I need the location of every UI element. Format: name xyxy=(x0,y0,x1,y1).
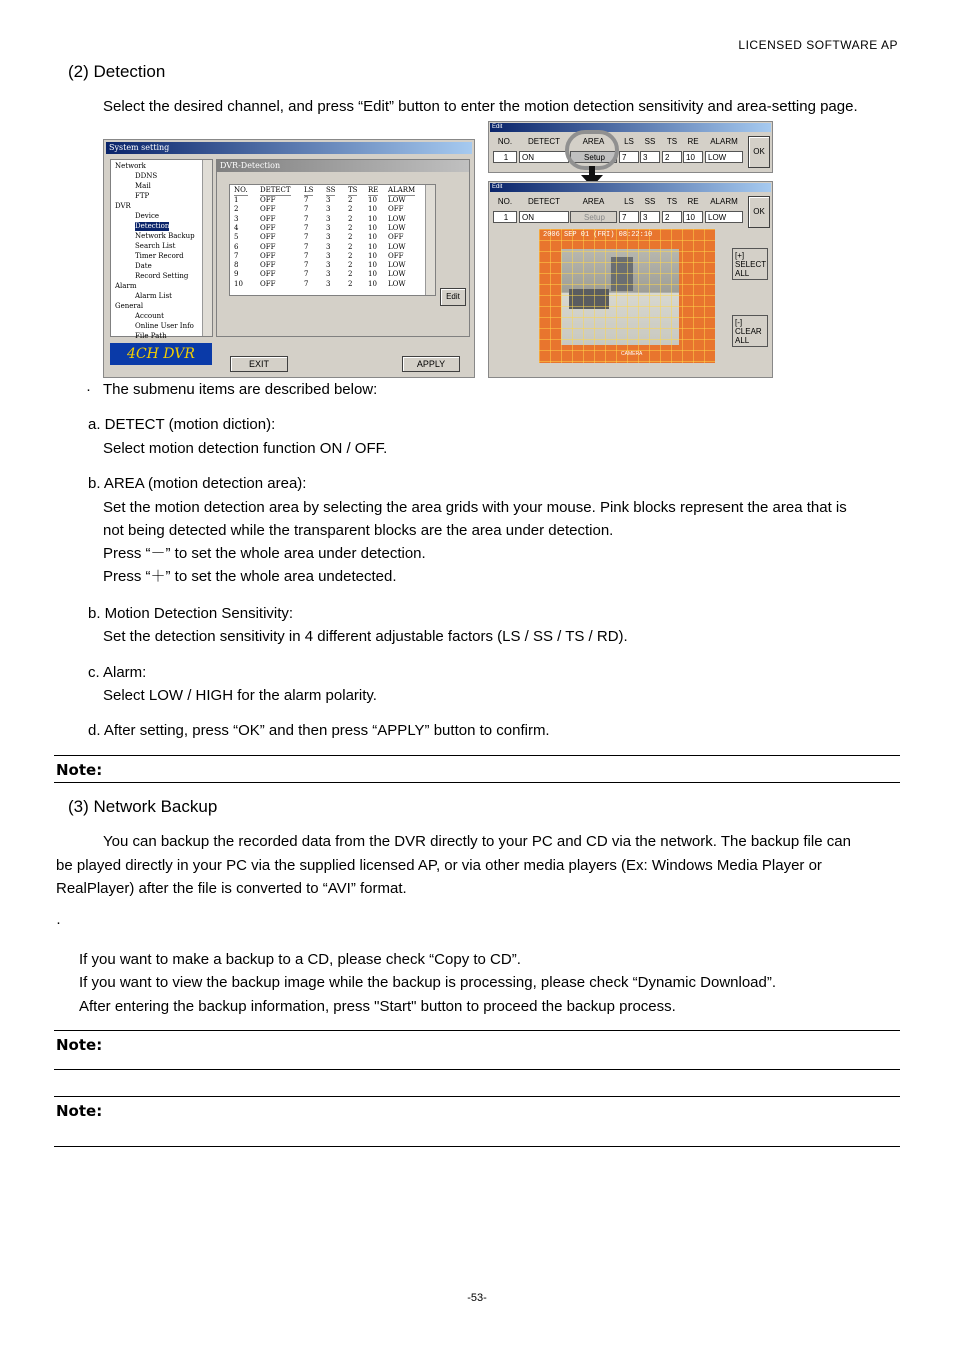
edit-top-header-ss: SS xyxy=(644,137,656,146)
table-cell[interactable]: 2 xyxy=(348,233,353,242)
video-osd-timestamp: 2006 SEP 01 (FRI) 08:22:10 xyxy=(543,231,653,239)
table-cell[interactable]: 2 xyxy=(348,214,353,223)
table-cell[interactable]: 10 xyxy=(368,196,377,204)
edit-bottom-header-no: NO. xyxy=(497,197,513,206)
table-cell[interactable]: 7 xyxy=(304,242,309,251)
note2-rule-top xyxy=(54,1030,900,1031)
table-cell[interactable]: 2 xyxy=(348,270,353,279)
edit-top-field-no[interactable]: 1 xyxy=(493,151,517,163)
edit-bottom-field-ts[interactable]: 2 xyxy=(662,211,682,223)
table-header-cell: ALARM xyxy=(388,186,416,194)
table-cell[interactable]: OFF xyxy=(260,196,276,204)
backup-para-line-3: RealPlayer) after the file is converted to “AVI” format. xyxy=(56,880,407,897)
table-cell[interactable]: 6 xyxy=(234,242,239,251)
table-cell[interactable]: 3 xyxy=(326,261,331,270)
note-rule-bottom xyxy=(54,782,900,783)
table-cell[interactable]: 4 xyxy=(234,223,239,232)
tree-item[interactable]: File Path xyxy=(135,332,167,340)
table-cell[interactable]: 2 xyxy=(348,251,353,260)
ok-button[interactable]: OK xyxy=(748,136,770,168)
tree-item[interactable]: Alarm List xyxy=(135,292,172,300)
settings-tree xyxy=(110,159,213,340)
item-alarm-line: Select LOW / HIGH for the alarm polarity. xyxy=(103,687,377,704)
tree-item[interactable]: DVR xyxy=(115,202,131,210)
item-alarm-title: c. Alarm: xyxy=(88,664,147,681)
backup-line-3: After entering the backup information, press "Start" button to proceed the backup process. xyxy=(79,998,676,1015)
edit-bottom-header-detect: DETECT xyxy=(528,197,560,206)
table-cell[interactable]: 7 xyxy=(304,270,309,279)
edit-titlebar: Edit xyxy=(490,123,771,132)
table-cell[interactable]: 3 xyxy=(326,196,331,204)
edit-top-header-re: RE xyxy=(687,137,699,146)
item-b-line-4: Press “＋” to set the whole area undetected. xyxy=(103,568,397,585)
table-cell[interactable]: 10 xyxy=(368,205,377,214)
edit-top-header-no: NO. xyxy=(497,137,513,146)
tree-item[interactable]: Alarm xyxy=(115,282,137,290)
tree-scrollbar[interactable] xyxy=(202,160,212,336)
table-cell[interactable]: 3 xyxy=(326,223,331,232)
table-cell[interactable]: OFF xyxy=(260,279,276,288)
table-cell[interactable]: 7 xyxy=(304,251,309,260)
note-label-backup-2: Note: xyxy=(56,1102,103,1120)
edit-bottom-header-ss: SS xyxy=(644,197,656,206)
edit-top-field-re[interactable]: 10 xyxy=(683,151,703,163)
detection-table xyxy=(229,184,436,296)
table-cell[interactable]: 5 xyxy=(234,233,239,242)
table-cell[interactable]: OFF xyxy=(388,205,404,214)
table-cell[interactable]: 7 xyxy=(304,214,309,223)
edit-top-header-alarm: ALARM xyxy=(710,137,738,146)
table-cell[interactable]: 3 xyxy=(326,279,331,288)
dvr-logo: 4CH DVR xyxy=(110,343,212,365)
backup-para-line-2: be played directly in your PC via the supplied licensed AP, or via other media players (Ex: Windows Media Player or xyxy=(56,857,822,874)
table-cell[interactable]: 10 xyxy=(368,233,377,242)
edit-area-titlebar: Edit xyxy=(490,183,771,192)
table-cell[interactable]: 10 xyxy=(368,251,377,260)
table-cell[interactable]: 3 xyxy=(326,251,331,260)
note3-rule-top xyxy=(54,1096,900,1097)
edit-bottom-header-area: AREA xyxy=(582,197,605,206)
item-a-line: Select motion detection function ON / OFF. xyxy=(103,440,388,457)
tree-item[interactable]: FTP xyxy=(135,192,150,200)
edit-top-field-area[interactable]: Setup xyxy=(570,151,617,163)
edit-top-header-ls: LS xyxy=(624,137,634,146)
table-cell[interactable]: 10 xyxy=(368,279,377,288)
tree-item[interactable]: DDNS xyxy=(135,172,158,180)
table-cell[interactable]: 7 xyxy=(304,279,309,288)
table-header-cell: DETECT xyxy=(260,186,291,194)
table-cell[interactable]: OFF xyxy=(260,261,276,270)
edit-bottom-field-re[interactable]: 10 xyxy=(683,211,703,223)
table-cell[interactable]: 2 xyxy=(348,279,353,288)
section-heading-network-backup: (3) Network Backup xyxy=(68,797,218,816)
tree-item[interactable]: Detection xyxy=(135,222,170,230)
system-setting-window xyxy=(103,139,475,378)
edit-bottom-field-ss[interactable]: 3 xyxy=(640,211,660,223)
note2-rule-bottom xyxy=(54,1069,900,1070)
system-setting-titlebar: System setting xyxy=(106,142,472,154)
section-heading-detection: (2) Detection xyxy=(68,62,166,81)
table-cell[interactable]: 2 xyxy=(348,196,353,204)
table-cell[interactable]: 3 xyxy=(326,242,331,251)
detection-intro: Select the desired channel, and press “Edit” button to enter the motion detection sensitivity and area-setting page. xyxy=(103,98,858,115)
edit-bottom-field-area[interactable]: Setup xyxy=(570,211,617,223)
table-cell[interactable]: 10 xyxy=(368,242,377,251)
item-b-line-3: Press “－” to set the whole area under detection. xyxy=(103,545,426,562)
table-cell[interactable]: 3 xyxy=(326,270,331,279)
item-b-line-2: not being detected while the transparent blocks are the area under detection. xyxy=(103,522,614,539)
table-cell[interactable]: 10 xyxy=(368,270,377,279)
edit-top-field-detect[interactable]: ON xyxy=(519,151,569,163)
table-cell[interactable]: LOW xyxy=(388,214,406,223)
table-cell[interactable]: OFF xyxy=(260,214,276,223)
table-header-cell: LS xyxy=(304,186,314,194)
edit-bottom-field-ls[interactable]: 7 xyxy=(619,211,639,223)
tree-item[interactable]: Network Backup xyxy=(135,232,195,240)
table-cell[interactable]: LOW xyxy=(388,261,406,270)
edit-top-field-ls[interactable]: 7 xyxy=(619,151,639,163)
edit-top-field-ts[interactable]: 2 xyxy=(662,151,682,163)
clear-all-button[interactable]: [-] CLEAR ALL xyxy=(732,315,768,347)
note-label-backup-1: Note: xyxy=(56,1036,103,1054)
page-number: -53- xyxy=(467,1292,487,1304)
edit-bottom-field-no[interactable]: 1 xyxy=(493,211,517,223)
table-cell[interactable]: 2 xyxy=(348,223,353,232)
detection-panel-title: DVR-Detection xyxy=(217,160,469,172)
running-title: LICENSED SOFTWARE AP xyxy=(738,38,898,52)
table-cell[interactable]: 8 xyxy=(234,261,239,270)
table-cell[interactable]: 7 xyxy=(304,223,309,232)
item-d-title: d. After setting, press “OK” and then press “APPLY” button to confirm. xyxy=(88,722,550,739)
item-b-line-1: Set the motion detection area by selecting the area grids with your mouse. Pink blocks represent the area that is xyxy=(103,499,847,516)
table-scrollbar[interactable] xyxy=(425,185,435,295)
table-cell[interactable]: 2 xyxy=(348,261,353,270)
table-cell[interactable]: 3 xyxy=(326,214,331,223)
motion-area-grid[interactable] xyxy=(539,229,715,363)
edit-bottom-header-alarm: ALARM xyxy=(710,197,738,206)
table-cell[interactable]: LOW xyxy=(388,223,406,232)
table-cell[interactable]: OFF xyxy=(260,223,276,232)
tree-item[interactable]: Network xyxy=(115,162,146,170)
note-label-detection: Note: xyxy=(56,761,103,779)
table-cell[interactable]: OFF xyxy=(260,233,276,242)
edit-top-header-ts: TS xyxy=(666,137,678,146)
table-header-cell: NO. xyxy=(234,186,248,194)
table-header-cell: SS xyxy=(326,186,336,194)
edit-top-field-ss[interactable]: 3 xyxy=(640,151,660,163)
item-a-title: a. DETECT (motion diction): xyxy=(88,416,276,433)
table-cell[interactable]: 7 xyxy=(304,196,309,204)
table-cell[interactable]: 10 xyxy=(234,279,243,288)
table-cell[interactable]: 3 xyxy=(234,214,239,223)
area-highlight-circle xyxy=(565,130,619,170)
edit-bottom-header-ts: TS xyxy=(666,197,678,206)
edit-bottom-field-alarm[interactable]: LOW xyxy=(705,211,743,223)
table-cell[interactable]: OFF xyxy=(388,251,404,260)
backup-bullet-dot: · xyxy=(56,914,61,931)
edit-button[interactable]: Edit xyxy=(440,288,466,306)
table-cell[interactable]: LOW xyxy=(388,270,406,279)
note3-rule-bottom xyxy=(54,1146,900,1147)
item-sensitivity-line: Set the detection sensitivity in 4 different adjustable factors (LS / SS / TS / RD). xyxy=(103,628,628,645)
edit-bottom-header-re: RE xyxy=(687,197,699,206)
table-cell[interactable]: 9 xyxy=(234,270,239,279)
tree-item[interactable]: Record Setting xyxy=(135,272,189,280)
edit-top-header-area: AREA xyxy=(582,137,605,146)
grid-overlay xyxy=(539,229,715,363)
edit-window-top xyxy=(488,121,773,173)
table-cell[interactable]: OFF xyxy=(260,270,276,279)
table-header-cell: RE xyxy=(368,186,379,194)
table-cell[interactable]: 7 xyxy=(234,251,239,260)
note-rule-top xyxy=(54,755,900,756)
table-cell[interactable]: 7 xyxy=(304,233,309,242)
table-cell[interactable]: LOW xyxy=(388,279,406,288)
tree-item[interactable]: Online User Info xyxy=(135,322,194,330)
ok-button-area[interactable]: OK xyxy=(748,196,770,228)
tree-item[interactable]: Search List xyxy=(135,242,176,250)
table-cell[interactable]: 10 xyxy=(368,214,377,223)
table-cell[interactable]: 2 xyxy=(234,205,239,214)
tree-item[interactable]: Account xyxy=(135,312,164,320)
edit-top-header-detect: DETECT xyxy=(528,137,560,146)
table-cell[interactable]: OFF xyxy=(260,205,276,214)
backup-line-2: If you want to view the backup image while the backup is processing, please check “Dynamic Download”. xyxy=(79,974,777,991)
exit-button[interactable]: EXIT xyxy=(230,356,288,372)
table-cell[interactable]: LOW xyxy=(388,242,406,251)
edit-top-field-alarm[interactable]: LOW xyxy=(705,151,743,163)
table-cell[interactable]: OFF xyxy=(388,233,404,242)
table-cell[interactable]: 7 xyxy=(304,261,309,270)
table-cell[interactable]: 7 xyxy=(304,205,309,214)
edit-window-area xyxy=(488,181,773,378)
item-b-title: b. AREA (motion detection area): xyxy=(88,475,307,492)
apply-button[interactable]: APPLY xyxy=(402,356,460,372)
tree-item[interactable]: Device xyxy=(135,212,160,220)
table-cell[interactable]: 10 xyxy=(368,223,377,232)
backup-line-1: If you want to make a backup to a CD, please check “Copy to CD”. xyxy=(79,951,521,968)
select-all-button[interactable]: [+] SELECT ALL xyxy=(732,248,768,280)
table-cell[interactable]: 2 xyxy=(348,242,353,251)
bullet-dot: · xyxy=(86,381,91,398)
table-cell[interactable]: 3 xyxy=(326,205,331,214)
tree-item[interactable]: General xyxy=(115,302,144,310)
submenu-bullet: The submenu items are described below: xyxy=(103,381,378,398)
table-cell[interactable]: OFF xyxy=(260,251,276,260)
tree-item[interactable]: Mail xyxy=(135,182,151,190)
table-header-cell: TS xyxy=(348,186,358,194)
table-cell[interactable]: 1 xyxy=(234,196,239,204)
detection-panel xyxy=(216,159,470,337)
backup-para-line-1: You can backup the recorded data from the DVR directly to your PC and CD via the network. The backup file can xyxy=(103,833,851,850)
item-sensitivity-title: b. Motion Detection Sensitivity: xyxy=(88,605,294,622)
edit-bottom-field-detect[interactable]: ON xyxy=(519,211,569,223)
table-cell[interactable]: 2 xyxy=(348,205,353,214)
tree-item[interactable]: Date xyxy=(135,262,152,270)
edit-bottom-header-ls: LS xyxy=(624,197,634,206)
table-cell[interactable]: OFF xyxy=(260,242,276,251)
camera-label: CAMERA xyxy=(621,351,643,357)
table-cell[interactable]: 10 xyxy=(368,261,377,270)
table-cell[interactable]: LOW xyxy=(388,196,406,204)
table-cell[interactable]: 3 xyxy=(326,233,331,242)
tree-item[interactable]: Timer Record xyxy=(135,252,184,260)
